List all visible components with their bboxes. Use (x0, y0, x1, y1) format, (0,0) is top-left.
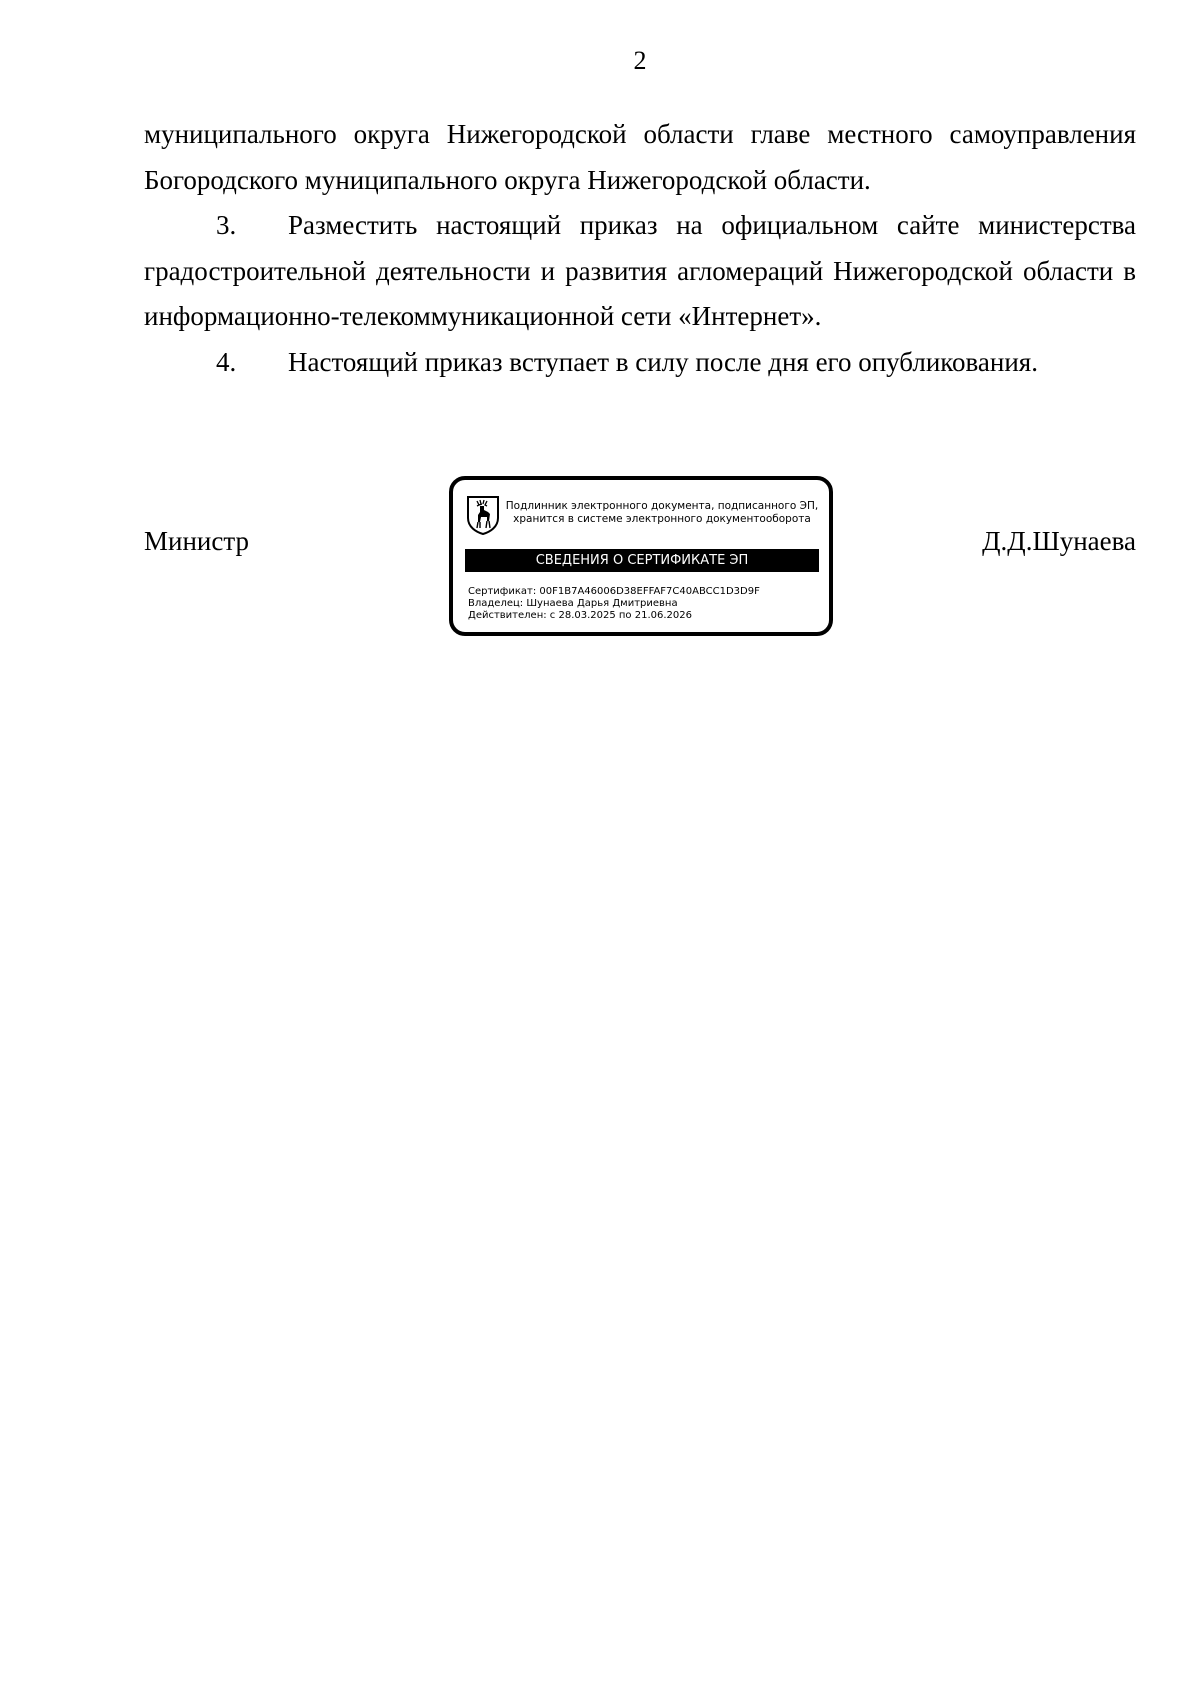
stamp-note-line: хранится в системе электронного документооборота (513, 513, 811, 525)
stamp-note (501, 500, 823, 526)
nizhny-novgorod-deer-emblem-icon (465, 494, 501, 536)
certificate-owner: Владелец: Шунаева Дарья Дмитриевна (468, 598, 678, 609)
electronic-signature-stamp (449, 476, 833, 636)
signatory-position: Министр (144, 526, 249, 556)
document-body (144, 112, 1136, 385)
stamp-note-line: Подлинник электронного документа, подписанного ЭП, (505, 500, 819, 512)
paragraph-continuation: муниципального округа Нижегородской области главе местного самоуправления Богородского муниципального округа Нижегородской области. (144, 119, 1136, 195)
paragraph-item-3 (144, 203, 1136, 340)
certificate-number: Сертификат: 00F1B7A46006D38EFFAF7C40ABCC1D3D9F (468, 586, 760, 597)
paragraph-number: 4. (216, 346, 237, 377)
signatory-name: Д.Д.Шунаева (982, 526, 1136, 556)
certificate-details (468, 586, 760, 622)
certificate-validity: Действителен: с 28.03.2025 по 21.06.2026 (468, 610, 692, 621)
page-number: 2 (633, 46, 647, 75)
paragraph-item-4 (144, 340, 1136, 386)
paragraph-number: 3. (216, 210, 237, 240)
paragraph-text: Разместить настоящий приказ на официальном сайте министерства градостроительной деятельности и развития агломераций Нижегородской области в информационно-телекоммуникационной сети «Интернет». (144, 210, 1136, 331)
stamp-header: СВЕДЕНИЯ О СЕРТИФИКАТЕ ЭП (465, 549, 819, 572)
paragraph-text: Настоящий приказ вступает в силу после дня его опубликования. (288, 346, 1038, 377)
